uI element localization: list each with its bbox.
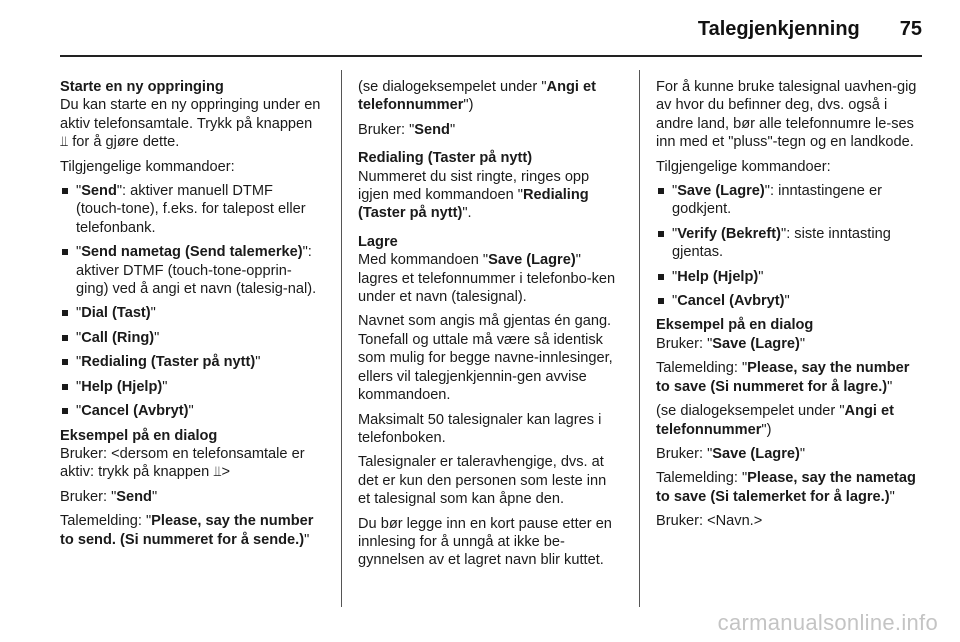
command-name: Help (Hjelp)	[81, 378, 163, 395]
command-desc: "	[784, 293, 790, 310]
page-title: Talegjenkjenning	[697, 18, 860, 40]
paragraph: Talemelding: "Please, say the number to save (Si nummeret for å lagre.)"	[656, 360, 910, 395]
list-item: "Call (Ring)"	[60, 329, 322, 347]
paragraph: Navnet som angis må gjentas én gang. Tonefall og uttale må være så identisk som mulig for begge navne-innlesinger, ellers vil talegjenkjennin-gen avvise kommandoen.	[358, 313, 613, 404]
paragraph: Bruker: <Navn.>	[656, 513, 763, 530]
command-name: Send nametag (Send talemerke)	[81, 244, 303, 261]
section-heading-dialog-example: Eksempel på en dialog	[656, 317, 814, 334]
command-name: Verify (Bekreft)	[677, 225, 782, 242]
paragraph: Talemelding: "Please, say the number to send. (Si nummeret for å sende.)"	[60, 513, 314, 548]
section-heading-dialog-example: Eksempel på en dialog	[60, 427, 218, 444]
command-name: Help (Hjelp)	[677, 268, 759, 285]
command-name: Cancel (Avbryt)	[677, 293, 785, 310]
command-desc: ": siste inntasting gjentas.	[672, 225, 891, 261]
list-item: "Help (Hjelp)"	[60, 378, 322, 396]
paragraph: Tilgjengelige kommandoer:	[60, 158, 235, 175]
paragraph: Bruker: "Save (Lagre)"	[656, 445, 806, 462]
command-name: Cancel (Avbryt)	[81, 403, 189, 420]
column-3	[656, 78, 924, 537]
list-item: "Cancel (Avbryt)"	[656, 292, 924, 310]
column-1	[60, 78, 322, 555]
watermark: carmanualsonline.info	[717, 610, 938, 635]
paragraph: Med kommandoen "Save (Lagre)" lagres et telefonnummer i telefonbo-ken under et navn (talesignal).	[358, 252, 616, 306]
command-desc: "	[150, 305, 156, 322]
command-desc: ": aktiver DTMF (touch-tone-opprin-ging) ved å angi et navn (talesig-nal).	[76, 244, 317, 298]
list-item: "Redialing (Taster på nytt)"	[60, 353, 322, 371]
paragraph: (se dialogeksempelet under "Angi et telefonnummer")	[358, 79, 596, 114]
command-name: Save (Lagre)	[677, 183, 765, 200]
page-number: 75	[899, 18, 922, 40]
list-item: "Send": aktiver manuell DTMF (touch-tone), f.eks. for talepost eller telefonbank.	[60, 182, 322, 237]
paragraph: Bruker: <dersom en telefonsamtale er aktiv: trykk på knappen ⫫>	[60, 445, 305, 481]
command-desc: "	[188, 403, 194, 420]
paragraph: Tilgjengelige kommandoer:	[656, 158, 831, 175]
section-heading-save: Lagre	[358, 233, 398, 250]
list-item: "Dial (Tast)"	[60, 304, 322, 322]
column-2	[358, 78, 620, 576]
command-desc: "	[758, 268, 764, 285]
command-desc: "	[162, 378, 168, 395]
list-item: "Cancel (Avbryt)"	[60, 402, 322, 420]
command-desc: ": aktiver manuell DTMF (touch-tone), f.eks. for talepost eller telefonbank.	[76, 183, 306, 236]
command-name: Dial (Tast)	[81, 305, 151, 322]
command-list	[656, 182, 924, 310]
command-name: Redialing (Taster på nytt)	[81, 354, 256, 371]
column-divider-1	[341, 70, 342, 607]
page-header	[60, 18, 922, 41]
list-item: "Send nametag (Send talemerke)": aktiver DTMF (touch-tone-opprin-ging) ved å angi et navn (talesig-nal).	[60, 243, 322, 298]
section-heading-redialing: Redialing (Taster på nytt)	[358, 150, 533, 167]
paragraph: Talemelding: "Please, say the nametag to save (Si talemerket for å lagre.)"	[656, 470, 916, 505]
paragraph: Nummeret du sist ringte, ringes opp igjen med kommandoen "Redialing (Taster på nytt)".	[358, 168, 590, 222]
list-item: "Help (Hjelp)"	[656, 268, 924, 286]
paragraph: Maksimalt 50 talesignaler kan lagres i telefonboken.	[358, 411, 602, 446]
paragraph: (se dialogeksempelet under "Angi et telefonnummer")	[656, 403, 894, 438]
command-desc: "	[255, 354, 261, 371]
paragraph: Du kan starte en ny oppringing under en aktiv telefonsamtale. Trykk på knappen ⫫ for å gjøre dette.	[60, 97, 321, 151]
list-item: "Save (Lagre)": inntastingene er godkjent.	[656, 182, 924, 219]
command-name: Send	[81, 183, 117, 200]
paragraph: Talesignaler er taleravhengige, dvs. at det er kun den personen som leste inn et talesignal som kan åpne den.	[358, 454, 607, 508]
paragraph: Bruker: "Send"	[358, 121, 456, 138]
command-desc: ": inntastingene er godkjent.	[672, 183, 882, 218]
header-rule	[60, 55, 922, 57]
section-heading-new-call: Starte en ny oppringing	[60, 79, 224, 95]
paragraph: For å kunne bruke talesignal uavhen-gig av hvor du befinner deg, dvs. også i andre land, bør alle telefonnumre le-ses inn med et "pluss"-tegn og en landkode.	[656, 79, 917, 151]
paragraph: Bruker: "Send"	[60, 488, 158, 505]
paragraph: Du bør legge inn en kort pause etter en innlesing for å unngå at ikke be-gynnelsen av et lagret navn blir kuttet.	[358, 515, 612, 569]
command-desc: "	[154, 329, 160, 346]
list-item: "Verify (Bekreft)": siste inntasting gjentas.	[656, 225, 924, 262]
paragraph: Bruker: "Save (Lagre)"	[656, 335, 806, 352]
command-name: Call (Ring)	[81, 329, 155, 346]
command-list	[60, 182, 322, 420]
column-divider-2	[639, 70, 640, 607]
